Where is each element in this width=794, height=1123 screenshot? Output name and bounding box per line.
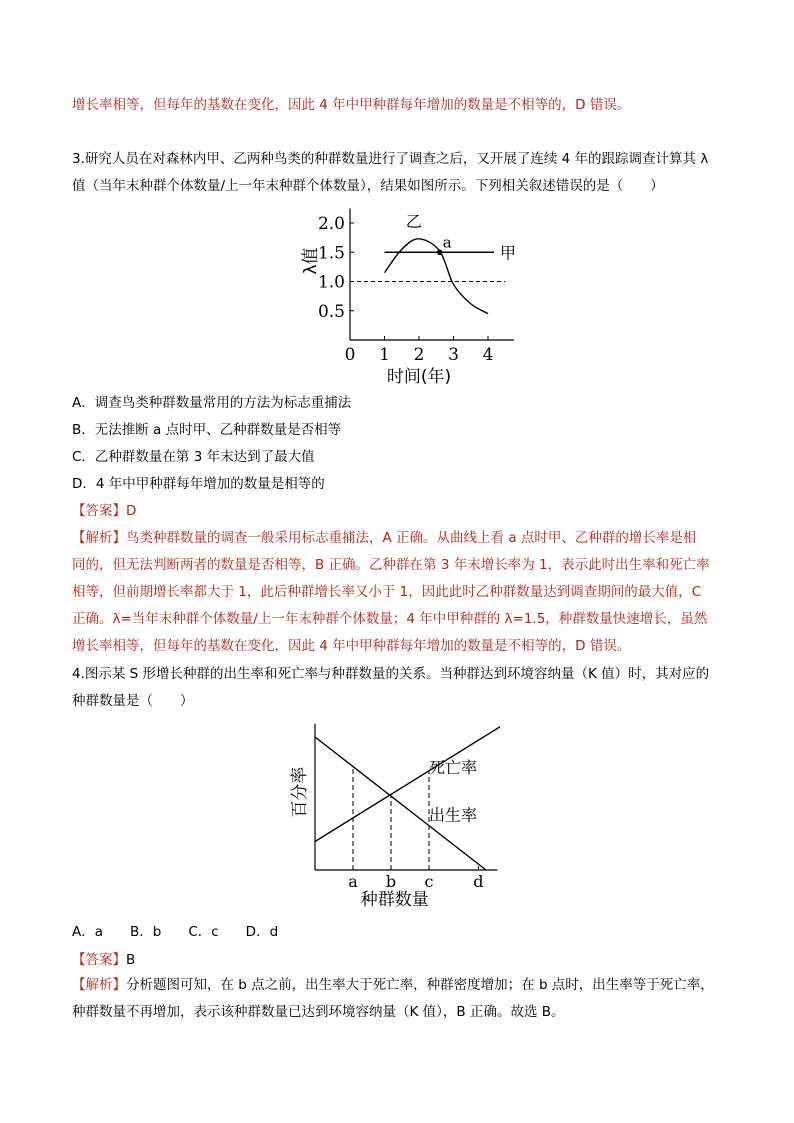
analysis-line: 正确。λ=当年末种群个体数量/上一年末种群个体数量；4 年中甲种群的 λ=1.5，种群数量快速增长，虽然 [72, 611, 708, 627]
y-axis-label: λ值 [301, 247, 321, 275]
q3-option-d: D．4 年中甲种群每年增加的数量是相等的 [72, 476, 325, 492]
x-axis-label: 种群数量 [360, 890, 429, 910]
answer-value: D [126, 503, 137, 519]
death-rate-label: 死亡率 [429, 758, 478, 778]
answer-tag: 【答案】 [72, 503, 126, 519]
y-tick-label: 0.5 [317, 301, 345, 322]
analysis-tag: 【解析】 [72, 977, 126, 993]
analysis-line: 同的，但无法判断两者的数量是否相等，B 正确。乙种群在第 3 年末增长率为 1，表示此时出生率和死亡率 [72, 557, 710, 573]
q3-option-c: C．乙种群数量在第 3 年末达到了最大值 [72, 449, 315, 465]
x-tick-label: 4 [482, 345, 494, 365]
series-yi-curve [385, 239, 489, 314]
y-tick-label: 1.5 [317, 243, 345, 264]
y-tick-label: 2.0 [317, 214, 345, 234]
series-yi-label: 乙 [405, 212, 422, 231]
q4-stem-line2: 种群数量是（ ） [72, 693, 194, 709]
q3-stem-line2: 值（当年末种群个体数量/上一年末种群个体数量），结果如图所示。下列相关叙述错误的是（ ） [72, 178, 664, 194]
q3-stem-line1: 3.研究人员在对森林内甲、乙两种鸟类的种群数量进行了调查之后，又开展了连续 4 年的跟踪调查计算其 λ [72, 151, 709, 167]
previous-analysis-continuation: 增长率相等，但每年的基数在变化，因此 4 年中甲种群每年增加的数量是不相等的，D 错误。 [72, 97, 631, 113]
birth-rate-line [315, 737, 486, 870]
analysis-line: 增长率相等，但每年的基数在变化，因此 4 年中甲种群每年增加的数量是不相等的，D 错误。 [72, 638, 631, 654]
q3-option-a: A．调查鸟类种群数量常用的方法为标志重捕法 [72, 395, 352, 411]
q4-stem-line1: 4.图示某 S 形增长种群的出生率和死亡率与种群数量的关系。当种群达到环境容纳量（K 值）时，其对应的 [72, 666, 710, 682]
analysis-line: 【解析】鸟类种群数量的调查一般采用标志重捕法，A 正确。从曲线上看 a 点时甲、乙种群的增长率是相 [72, 530, 697, 546]
x-tick-label: 2 [413, 345, 425, 365]
x-tick-label: c [424, 872, 434, 891]
answer-value: B [126, 952, 136, 968]
y-axis-label: 百分率 [290, 766, 310, 818]
birth-rate-label: 出生率 [429, 805, 478, 825]
point-a [437, 249, 443, 255]
x-tick-label: 3 [448, 345, 459, 365]
q3-option-b: B．无法推断 a 点时甲、乙种群数量是否相等 [72, 422, 342, 438]
analysis-line: 种群数量不再增加，表示该种群数量已达到环境容纳量（K 值），B 正确。故选 B。 [72, 1004, 565, 1020]
x-tick-label: a [348, 872, 358, 891]
x-tick-label: b [385, 872, 397, 891]
q3-lambda-chart [290, 205, 530, 390]
analysis-line: 相等，但前期增长率都大于 1，此后种群增长率又小于 1，因此此时乙种群数量达到调查期间的最大值，C [72, 584, 702, 600]
q4-options: A．a B．b C．c D．d [72, 924, 279, 940]
q4-answer [72, 950, 135, 970]
q4-rate-chart [285, 715, 500, 915]
x-tick-label: 1 [379, 345, 390, 365]
answer-tag: 【答案】 [72, 952, 126, 968]
series-jia-label: 甲 [500, 243, 517, 263]
y-tick-label: 1.0 [317, 272, 345, 293]
x-axis-label: 时间(年) [386, 367, 452, 387]
q3-answer [72, 501, 136, 521]
q3-analysis [72, 525, 732, 660]
x-tick-label: d [473, 872, 484, 891]
analysis-tag: 【解析】 [72, 530, 126, 546]
analysis-line: 【解析】分析题图可知，在 b 点之前，出生率大于死亡率，种群密度增加；在 b 点时，出生率等于死亡率， [72, 977, 714, 993]
x-tick-label: 0 [344, 345, 356, 365]
q4-analysis [72, 972, 732, 1026]
point-a-label: a [442, 233, 452, 252]
